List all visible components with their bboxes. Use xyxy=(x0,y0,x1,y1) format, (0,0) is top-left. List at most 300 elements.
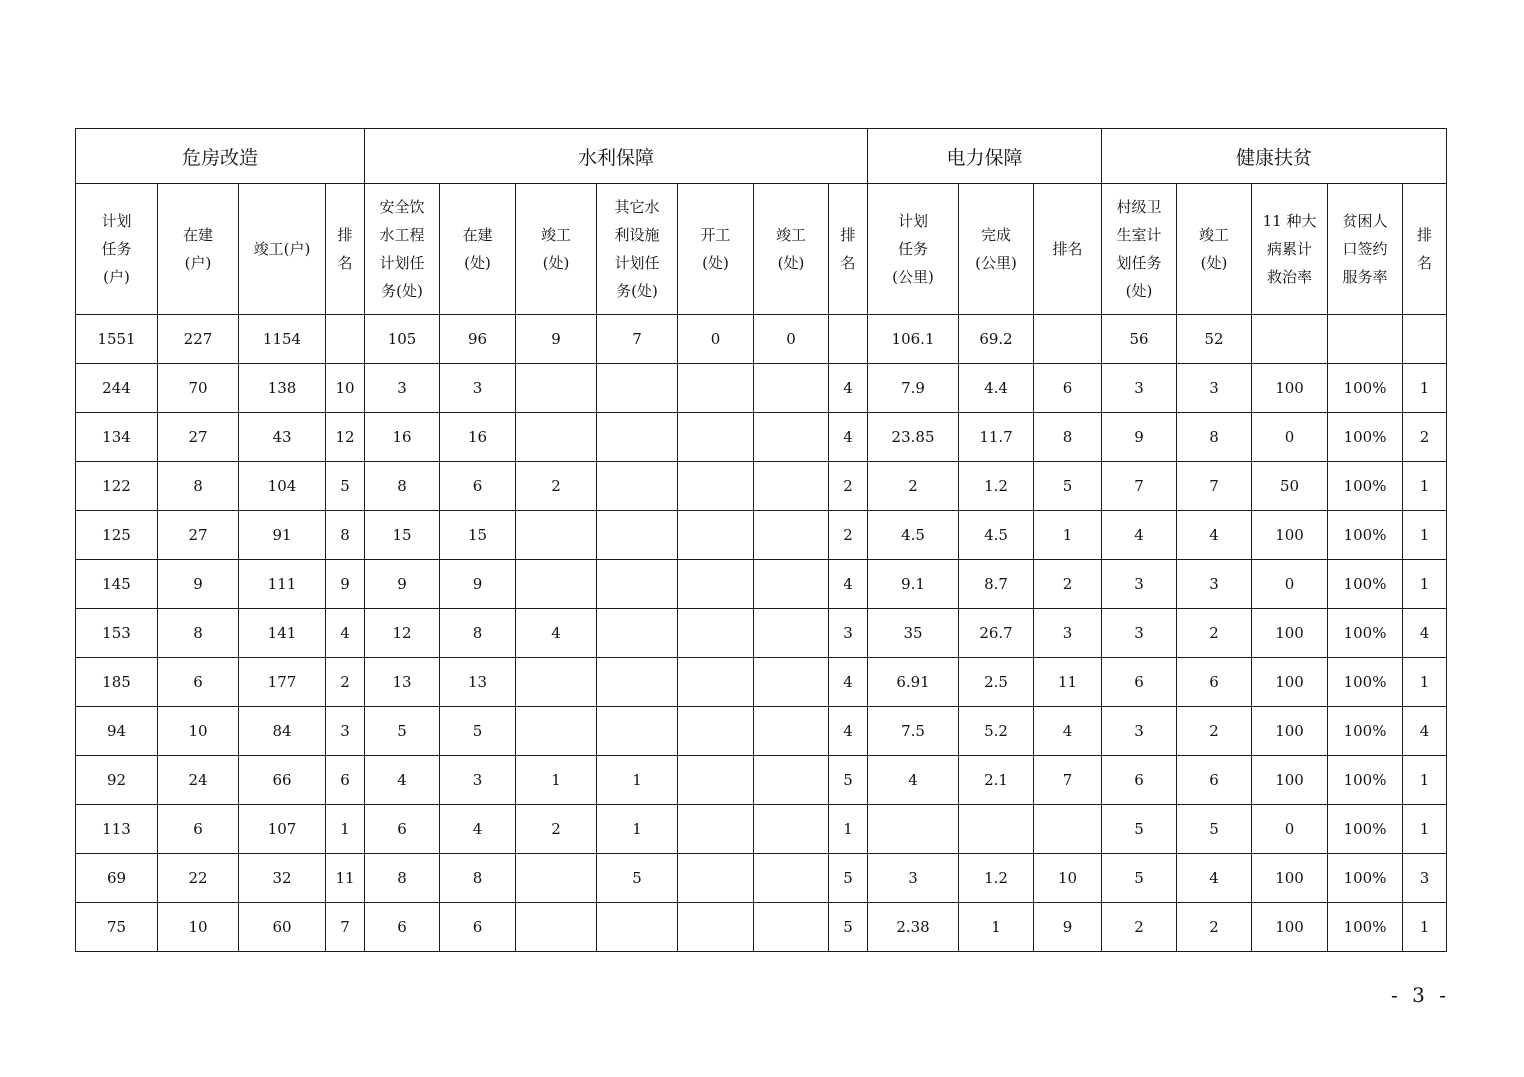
table-cell: 107 xyxy=(239,805,326,854)
table-cell: 10 xyxy=(158,707,239,756)
table-cell: 100% xyxy=(1328,609,1403,658)
table-cell: 16 xyxy=(365,413,440,462)
column-header-cell xyxy=(1403,184,1447,315)
table-cell xyxy=(868,805,959,854)
table-cell xyxy=(754,462,829,511)
table-cell: 1 xyxy=(1403,364,1447,413)
table-cell: 0 xyxy=(1252,413,1328,462)
table-cell xyxy=(516,364,597,413)
table-cell: 5 xyxy=(440,707,516,756)
table-cell: 4 xyxy=(440,805,516,854)
table-cell: 100 xyxy=(1252,658,1328,707)
column-header-cell xyxy=(1102,184,1177,315)
table-cell: 8.7 xyxy=(959,560,1034,609)
table-cell xyxy=(597,413,678,462)
table-cell: 1 xyxy=(829,805,868,854)
column-header-cell xyxy=(597,184,678,315)
table-cell xyxy=(326,315,365,364)
table-cell xyxy=(678,560,754,609)
table-cell: 3 xyxy=(1034,609,1102,658)
table-cell: 100% xyxy=(1328,903,1403,952)
table-cell xyxy=(754,364,829,413)
table-row xyxy=(76,609,1447,658)
table-cell xyxy=(597,903,678,952)
table-cell: 69.2 xyxy=(959,315,1034,364)
table-cell: 3 xyxy=(1177,364,1252,413)
table-cell xyxy=(678,609,754,658)
table-cell: 2 xyxy=(868,462,959,511)
table-cell: 4 xyxy=(1403,707,1447,756)
table-cell: 2 xyxy=(1403,413,1447,462)
column-header-line: 排 xyxy=(840,226,856,244)
column-header-line: (户) xyxy=(103,268,130,286)
table-cell: 0 xyxy=(1252,560,1328,609)
column-header-line: 利设施 xyxy=(614,226,660,244)
table-cell: 100% xyxy=(1328,364,1403,413)
table-cell: 22 xyxy=(158,854,239,903)
table-cell: 3 xyxy=(868,854,959,903)
table-cell: 1 xyxy=(597,756,678,805)
group-header-row xyxy=(76,129,1447,184)
table-cell: 2 xyxy=(516,805,597,854)
table-cell: 100% xyxy=(1328,413,1403,462)
table-cell xyxy=(754,609,829,658)
table-cell: 6 xyxy=(365,805,440,854)
table-cell: 122 xyxy=(76,462,158,511)
column-header-cell xyxy=(1328,184,1403,315)
table-cell xyxy=(516,903,597,952)
table-cell: 6 xyxy=(1102,756,1177,805)
table-cell: 3 xyxy=(1102,364,1177,413)
table-cell: 100% xyxy=(1328,854,1403,903)
table-cell xyxy=(597,560,678,609)
table-cell: 0 xyxy=(1252,805,1328,854)
table-cell: 24 xyxy=(158,756,239,805)
table-cell xyxy=(1034,315,1102,364)
table-cell: 1 xyxy=(959,903,1034,952)
table-cell: 5.2 xyxy=(959,707,1034,756)
column-header-line: 安全饮 xyxy=(379,198,425,216)
table-cell: 6 xyxy=(1034,364,1102,413)
table-cell: 7 xyxy=(1034,756,1102,805)
table-cell: 0 xyxy=(754,315,829,364)
table-cell: 5 xyxy=(829,756,868,805)
table-cell: 5 xyxy=(1177,805,1252,854)
table-cell: 2 xyxy=(516,462,597,511)
table-body xyxy=(76,129,1447,952)
table-cell: 5 xyxy=(1102,854,1177,903)
table-cell: 1.2 xyxy=(959,854,1034,903)
table-cell: 5 xyxy=(365,707,440,756)
table-cell: 94 xyxy=(76,707,158,756)
table-cell xyxy=(1328,315,1403,364)
table-cell: 100 xyxy=(1252,756,1328,805)
table-cell: 5 xyxy=(597,854,678,903)
table-cell: 100% xyxy=(1328,462,1403,511)
column-header-line: (处) xyxy=(702,254,729,272)
table-cell: 6 xyxy=(440,903,516,952)
table-cell: 84 xyxy=(239,707,326,756)
table-cell: 1 xyxy=(1403,756,1447,805)
table-row xyxy=(76,658,1447,707)
table-cell: 9 xyxy=(516,315,597,364)
table-cell xyxy=(516,511,597,560)
table-cell: 138 xyxy=(239,364,326,413)
table-cell: 6 xyxy=(1177,756,1252,805)
table-row xyxy=(76,707,1447,756)
table-cell: 105 xyxy=(365,315,440,364)
table-cell: 104 xyxy=(239,462,326,511)
table-cell: 96 xyxy=(440,315,516,364)
table-cell: 2 xyxy=(1177,609,1252,658)
column-header-line: 排名 xyxy=(1052,240,1083,258)
column-header-line: 名 xyxy=(337,254,353,272)
table-cell: 4 xyxy=(1102,511,1177,560)
table-cell xyxy=(516,658,597,707)
table-cell: 91 xyxy=(239,511,326,560)
table-cell: 6 xyxy=(440,462,516,511)
table-cell: 43 xyxy=(239,413,326,462)
column-header-line: (处) xyxy=(777,254,805,272)
column-header-line: 完成 xyxy=(981,226,1012,244)
table-cell: 9 xyxy=(440,560,516,609)
table-cell: 1154 xyxy=(239,315,326,364)
table-cell xyxy=(678,413,754,462)
table-cell: 23.85 xyxy=(868,413,959,462)
table-cell: 100% xyxy=(1328,658,1403,707)
table-cell: 56 xyxy=(1102,315,1177,364)
table-cell: 6 xyxy=(158,805,239,854)
table-cell xyxy=(678,511,754,560)
column-header-line: 计划 xyxy=(101,212,132,230)
table-cell: 9 xyxy=(1034,903,1102,952)
table-cell: 5 xyxy=(326,462,365,511)
table-cell: 100% xyxy=(1328,560,1403,609)
table-cell xyxy=(678,707,754,756)
table-cell: 8 xyxy=(1177,413,1252,462)
table-cell: 11.7 xyxy=(959,413,1034,462)
column-header-line: 在建 xyxy=(182,226,213,244)
table-cell: 100 xyxy=(1252,903,1328,952)
table-cell: 3 xyxy=(1102,707,1177,756)
table-cell: 75 xyxy=(76,903,158,952)
table-cell: 1.2 xyxy=(959,462,1034,511)
column-header-line: 病累计 xyxy=(1267,240,1313,258)
table-cell xyxy=(678,854,754,903)
table-cell: 6.91 xyxy=(868,658,959,707)
table-cell: 66 xyxy=(239,756,326,805)
column-header-line: 名 xyxy=(840,254,856,272)
table-cell: 1 xyxy=(326,805,365,854)
column-header-line: 在建 xyxy=(462,226,493,244)
column-header-line: 开工 xyxy=(700,226,731,244)
table-cell xyxy=(1252,315,1328,364)
table-cell: 1 xyxy=(1403,462,1447,511)
table-cell: 100% xyxy=(1328,805,1403,854)
table-cell xyxy=(829,315,868,364)
table-cell: 100 xyxy=(1252,364,1328,413)
column-header-line: 排 xyxy=(337,226,353,244)
table-cell xyxy=(516,854,597,903)
table-cell xyxy=(754,854,829,903)
table-cell xyxy=(754,658,829,707)
column-header-line: (公里) xyxy=(892,268,934,286)
table-cell: 7 xyxy=(597,315,678,364)
column-header-cell xyxy=(1177,184,1252,315)
table-cell: 6 xyxy=(1177,658,1252,707)
table-cell: 4 xyxy=(829,658,868,707)
table-cell: 1 xyxy=(1403,805,1447,854)
table-cell: 141 xyxy=(239,609,326,658)
column-header-row xyxy=(76,184,1447,315)
table-cell xyxy=(597,511,678,560)
column-header-line: (处) xyxy=(1125,282,1153,300)
table-cell xyxy=(754,805,829,854)
table-cell: 3 xyxy=(365,364,440,413)
table-row xyxy=(76,511,1447,560)
table-row xyxy=(76,560,1447,609)
table-cell xyxy=(678,756,754,805)
column-header-line: 生室计 xyxy=(1116,226,1162,244)
column-header-line: 贫困人 xyxy=(1342,212,1388,230)
table-cell: 3 xyxy=(440,364,516,413)
group-header-cell: 危房改造 xyxy=(76,129,365,184)
table-cell: 100 xyxy=(1252,511,1328,560)
column-header-cell xyxy=(158,184,239,315)
table-cell: 32 xyxy=(239,854,326,903)
table-cell: 134 xyxy=(76,413,158,462)
table-cell: 1 xyxy=(1403,903,1447,952)
table-cell xyxy=(597,658,678,707)
column-header-line: 任务 xyxy=(101,240,132,258)
table-cell: 6 xyxy=(326,756,365,805)
table-cell: 10 xyxy=(1034,854,1102,903)
table-cell: 7.5 xyxy=(868,707,959,756)
table-cell: 2 xyxy=(829,462,868,511)
table-cell: 5 xyxy=(829,903,868,952)
table-cell xyxy=(678,658,754,707)
table-cell: 8 xyxy=(1034,413,1102,462)
table-row xyxy=(76,903,1447,952)
table-cell: 8 xyxy=(365,854,440,903)
table-cell: 52 xyxy=(1177,315,1252,364)
table-cell: 35 xyxy=(868,609,959,658)
table-cell: 153 xyxy=(76,609,158,658)
table-cell: 13 xyxy=(440,658,516,707)
table-cell: 8 xyxy=(158,609,239,658)
table-cell: 4 xyxy=(868,756,959,805)
table-cell: 100% xyxy=(1328,511,1403,560)
table-cell: 185 xyxy=(76,658,158,707)
table-cell: 6 xyxy=(365,903,440,952)
group-header-cell: 健康扶贫 xyxy=(1102,129,1447,184)
column-header-cell xyxy=(239,184,326,315)
table-cell: 9 xyxy=(1102,413,1177,462)
table-cell: 4.5 xyxy=(959,511,1034,560)
column-header-line: 务(处) xyxy=(616,282,658,300)
table-cell xyxy=(678,462,754,511)
table-cell: 125 xyxy=(76,511,158,560)
group-header-cell: 电力保障 xyxy=(868,129,1102,184)
table-cell xyxy=(754,756,829,805)
column-header-cell xyxy=(754,184,829,315)
page-number: - 3 - xyxy=(1391,983,1450,1007)
table-cell: 8 xyxy=(326,511,365,560)
table-cell: 4.5 xyxy=(868,511,959,560)
table-cell: 1 xyxy=(1403,658,1447,707)
table-cell xyxy=(1403,315,1447,364)
column-header-line: 口签约 xyxy=(1342,240,1388,258)
table-cell: 9.1 xyxy=(868,560,959,609)
column-header-cell xyxy=(76,184,158,315)
table-row xyxy=(76,413,1447,462)
table-cell: 4 xyxy=(1034,707,1102,756)
column-header-line: 竣工 xyxy=(1199,226,1230,244)
table-cell xyxy=(516,707,597,756)
statistics-table xyxy=(75,128,1447,952)
table-cell: 3 xyxy=(440,756,516,805)
column-header-line: (处) xyxy=(542,254,570,272)
table-cell: 8 xyxy=(365,462,440,511)
table-cell: 2.5 xyxy=(959,658,1034,707)
column-header-cell xyxy=(365,184,440,315)
column-header-cell xyxy=(868,184,959,315)
table-cell: 8 xyxy=(440,609,516,658)
table-cell: 7 xyxy=(1177,462,1252,511)
table-row xyxy=(76,854,1447,903)
table-cell: 5 xyxy=(1034,462,1102,511)
table-cell xyxy=(597,707,678,756)
table-cell: 9 xyxy=(365,560,440,609)
table-row xyxy=(76,756,1447,805)
table-cell: 2 xyxy=(326,658,365,707)
table-cell: 4 xyxy=(1177,854,1252,903)
table-cell xyxy=(678,903,754,952)
table-cell: 9 xyxy=(326,560,365,609)
table-cell: 113 xyxy=(76,805,158,854)
table-cell: 2 xyxy=(1177,707,1252,756)
table-cell: 11 xyxy=(326,854,365,903)
column-header-cell xyxy=(516,184,597,315)
table-cell xyxy=(678,364,754,413)
table-cell: 1 xyxy=(1034,511,1102,560)
table-cell: 6 xyxy=(1102,658,1177,707)
table-cell: 1 xyxy=(1403,511,1447,560)
table-cell: 4 xyxy=(1177,511,1252,560)
table-row xyxy=(76,805,1447,854)
table-cell: 5 xyxy=(1102,805,1177,854)
table-cell: 145 xyxy=(76,560,158,609)
table-cell: 4 xyxy=(1403,609,1447,658)
table-cell: 3 xyxy=(1102,609,1177,658)
table-cell: 4 xyxy=(516,609,597,658)
table-cell: 12 xyxy=(365,609,440,658)
column-header-line: (户) xyxy=(184,254,212,272)
table-cell: 3 xyxy=(1102,560,1177,609)
table-cell: 2 xyxy=(1177,903,1252,952)
column-header-line: 名 xyxy=(1417,254,1433,272)
table-row xyxy=(76,462,1447,511)
table-cell: 60 xyxy=(239,903,326,952)
table-cell: 100 xyxy=(1252,854,1328,903)
column-header-line: 竣工 xyxy=(776,226,807,244)
column-header-cell xyxy=(326,184,365,315)
table-cell: 70 xyxy=(158,364,239,413)
table-cell: 6 xyxy=(158,658,239,707)
table-cell: 4 xyxy=(829,413,868,462)
column-header-cell xyxy=(1252,184,1328,315)
table-cell: 0 xyxy=(678,315,754,364)
column-header-line: (公里) xyxy=(975,254,1017,272)
table-cell xyxy=(1034,805,1102,854)
column-header-line: 救治率 xyxy=(1267,268,1313,286)
column-header-line: 务(处) xyxy=(381,282,423,300)
column-header-cell xyxy=(829,184,868,315)
table-cell: 2 xyxy=(1102,903,1177,952)
table-row xyxy=(76,364,1447,413)
table-cell: 244 xyxy=(76,364,158,413)
column-header-line: 11 种大 xyxy=(1262,212,1317,230)
table-cell: 15 xyxy=(365,511,440,560)
table-cell: 4 xyxy=(829,364,868,413)
table-cell: 3 xyxy=(1177,560,1252,609)
table-cell: 12 xyxy=(326,413,365,462)
column-header-line: 服务率 xyxy=(1342,268,1388,286)
table-cell: 69 xyxy=(76,854,158,903)
column-header-line: 村级卫 xyxy=(1116,198,1162,216)
column-header-line: 水工程 xyxy=(379,226,425,244)
table-cell: 100 xyxy=(1252,707,1328,756)
table-cell: 27 xyxy=(158,413,239,462)
table-row xyxy=(76,315,1447,364)
column-header-line: 任务 xyxy=(898,240,929,258)
table-cell: 13 xyxy=(365,658,440,707)
table-cell: 2 xyxy=(829,511,868,560)
table-cell: 100 xyxy=(1252,609,1328,658)
table-cell: 1 xyxy=(1403,560,1447,609)
table-cell: 1 xyxy=(597,805,678,854)
table-cell: 2 xyxy=(1034,560,1102,609)
table-cell xyxy=(597,462,678,511)
table-cell: 16 xyxy=(440,413,516,462)
column-header-line: (处) xyxy=(464,254,491,272)
table-cell: 4 xyxy=(829,707,868,756)
table-cell: 106.1 xyxy=(868,315,959,364)
column-header-line: 竣工 xyxy=(541,226,572,244)
table-cell: 9 xyxy=(158,560,239,609)
table-cell xyxy=(597,609,678,658)
table-cell: 7.9 xyxy=(868,364,959,413)
table-cell: 1 xyxy=(516,756,597,805)
column-header-line: 计划 xyxy=(898,212,929,230)
table-cell: 3 xyxy=(326,707,365,756)
table-cell: 8 xyxy=(440,854,516,903)
table-cell: 27 xyxy=(158,511,239,560)
table-cell: 5 xyxy=(829,854,868,903)
group-header-cell: 水利保障 xyxy=(365,129,868,184)
table-cell: 100% xyxy=(1328,707,1403,756)
table-cell: 177 xyxy=(239,658,326,707)
table-cell: 3 xyxy=(1403,854,1447,903)
table-cell: 227 xyxy=(158,315,239,364)
table-cell: 4 xyxy=(326,609,365,658)
table-cell: 7 xyxy=(326,903,365,952)
table-cell: 8 xyxy=(158,462,239,511)
column-header-cell xyxy=(678,184,754,315)
column-header-cell xyxy=(959,184,1034,315)
column-header-line: 计划任 xyxy=(379,254,425,272)
column-header-line: 其它水 xyxy=(614,198,660,216)
